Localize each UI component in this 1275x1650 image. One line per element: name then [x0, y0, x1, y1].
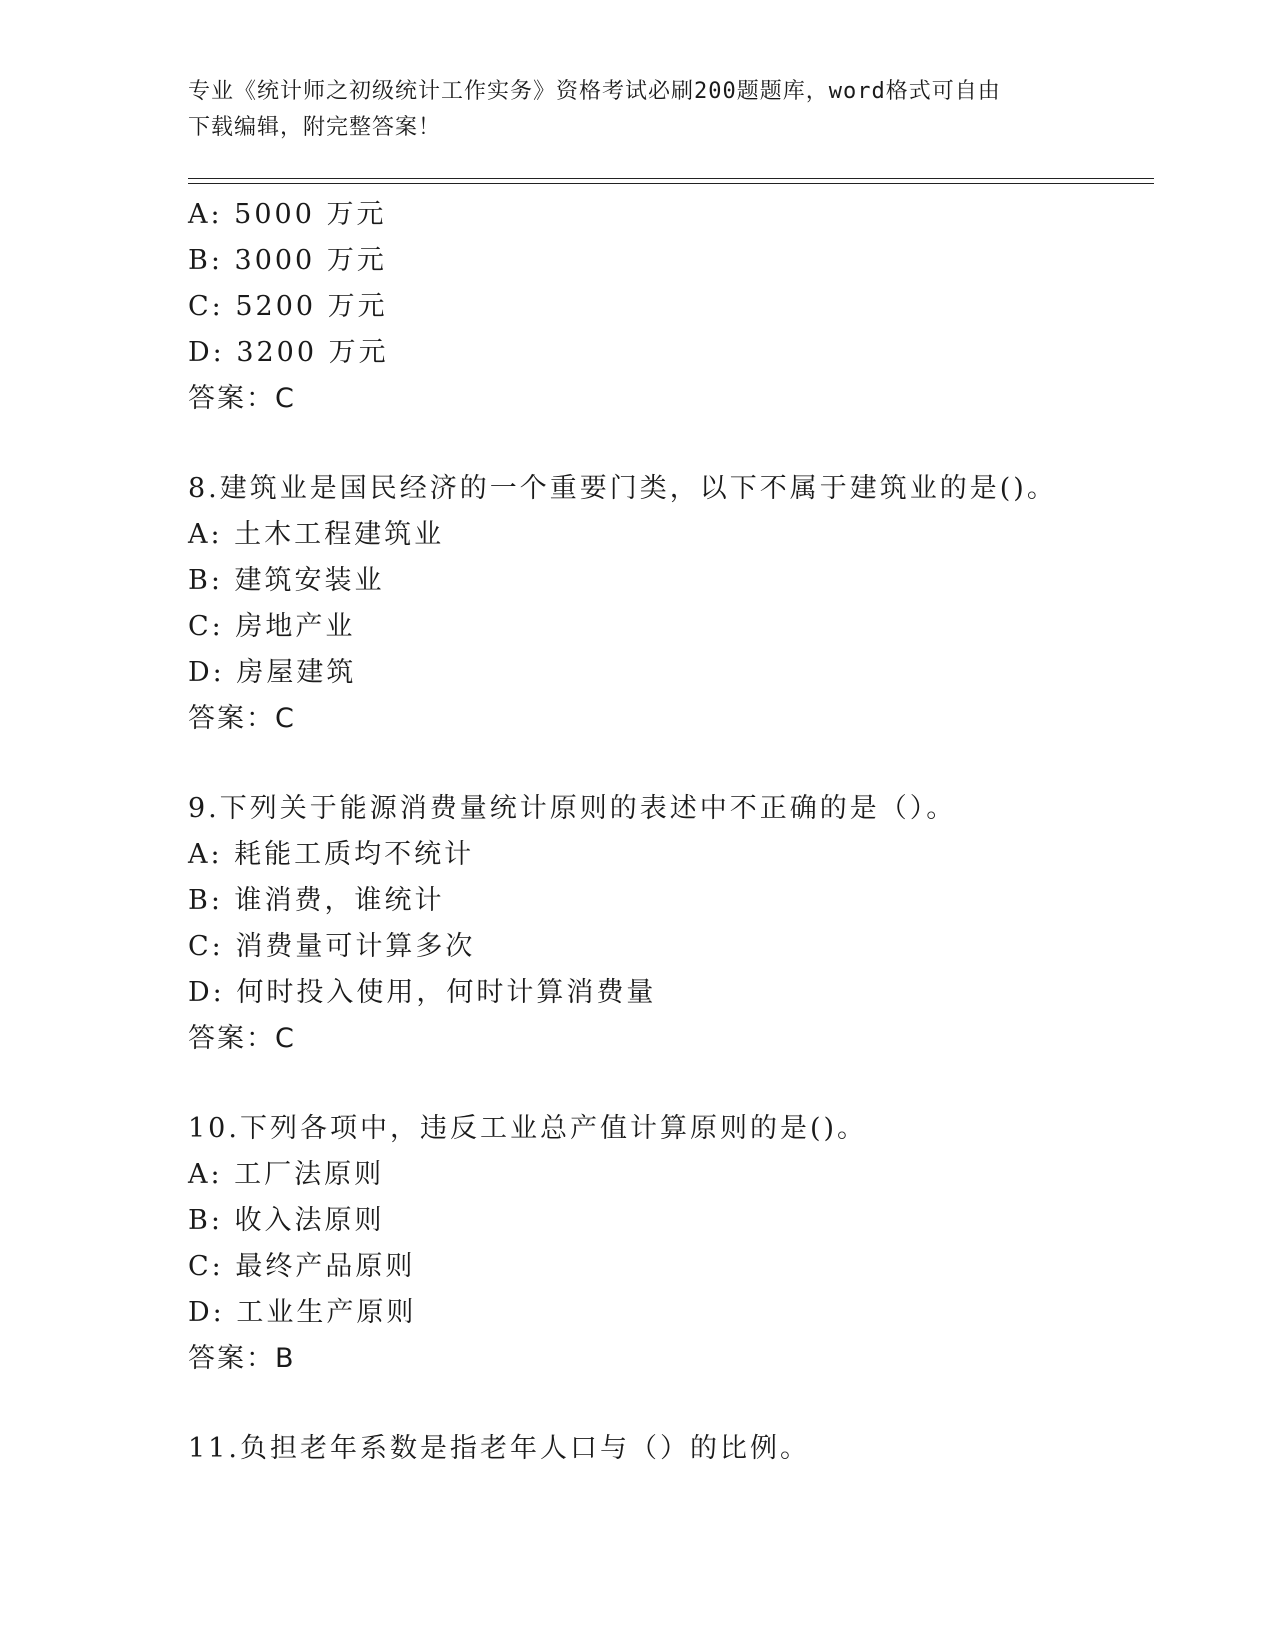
document-header	[188, 74, 1088, 146]
option-d: D: 房屋建筑	[188, 657, 357, 688]
spacer	[188, 1382, 1148, 1426]
option-c: C: 5200 万元	[188, 291, 388, 322]
question-list	[188, 192, 1148, 1472]
header-line-1: 专业《统计师之初级统计工作实务》资格考试必刷200题题库，word格式可自由	[188, 79, 1001, 104]
option-c: C: 消费量可计算多次	[188, 931, 476, 962]
spacer	[188, 422, 1148, 466]
answer: 答案：C	[188, 1023, 296, 1054]
option-b: B: 收入法原则	[188, 1205, 385, 1236]
question-text: 11.负担老年系数是指老年人口与（）的比例。	[188, 1433, 810, 1464]
question-8	[188, 466, 1148, 742]
question-7	[188, 192, 1148, 422]
answer: 答案：C	[188, 383, 296, 414]
spacer	[188, 1062, 1148, 1106]
option-a: A: 5000 万元	[188, 199, 387, 230]
answer: 答案：B	[188, 1343, 296, 1374]
question-10	[188, 1106, 1148, 1382]
answer: 答案：C	[188, 703, 296, 734]
option-c: C: 房地产业	[188, 611, 356, 642]
option-a: A: 耗能工质均不统计	[188, 839, 475, 870]
header-divider-top	[188, 178, 1154, 179]
question-9	[188, 786, 1148, 1062]
header-line-2: 下载编辑，附完整答案！	[188, 115, 442, 140]
option-a: A: 工厂法原则	[188, 1159, 385, 1190]
option-d: D: 工业生产原则	[188, 1297, 417, 1328]
option-c: C: 最终产品原则	[188, 1251, 416, 1282]
question-text: 10.下列各项中，违反工业总产值计算原则的是()。	[188, 1113, 868, 1144]
question-11	[188, 1426, 1148, 1472]
option-a: A: 土木工程建筑业	[188, 519, 445, 550]
option-b: B: 谁消费，谁统计	[188, 885, 445, 916]
question-text: 8.建筑业是国民经济的一个重要门类，以下不属于建筑业的是()。	[188, 473, 1057, 504]
spacer	[188, 742, 1148, 786]
option-d: D: 何时投入使用，何时计算消费量	[188, 977, 657, 1008]
option-d: D: 3200 万元	[188, 337, 389, 368]
question-text: 9.下列关于能源消费量统计原则的表述中不正确的是（）。	[188, 793, 957, 824]
option-b: B: 3000 万元	[188, 245, 387, 276]
header-divider-bottom	[188, 183, 1154, 184]
option-b: B: 建筑安装业	[188, 565, 385, 596]
